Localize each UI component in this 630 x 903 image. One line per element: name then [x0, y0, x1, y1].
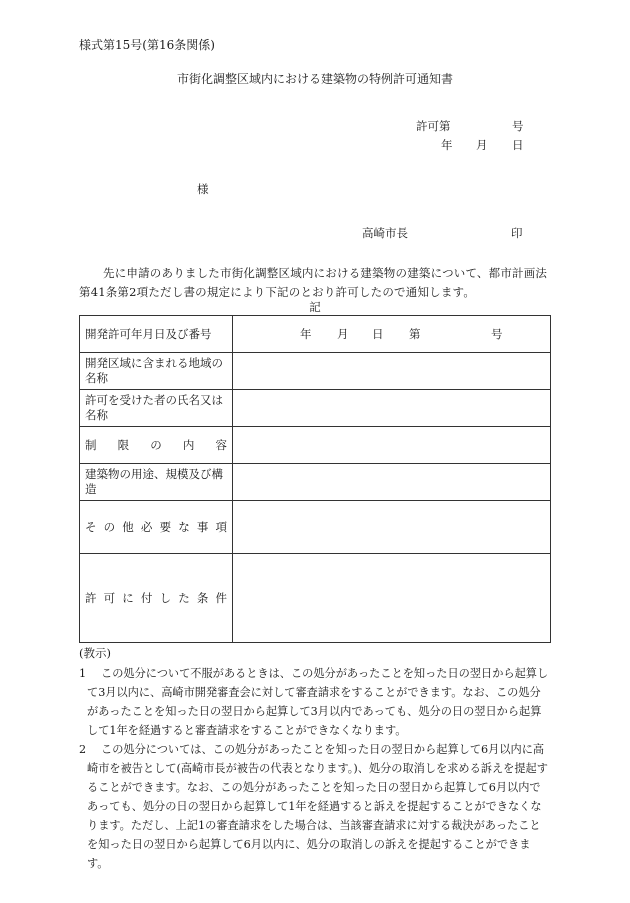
label-char: 他	[122, 519, 134, 534]
label-char: の	[150, 437, 162, 452]
row-value	[233, 390, 551, 427]
value-dai: 第	[409, 326, 421, 341]
label-char: 条	[196, 590, 209, 605]
label-char: 項	[215, 519, 227, 534]
ki-heading: 記	[309, 300, 321, 314]
row-label-spread	[80, 554, 233, 643]
body-paragraph: 先に申請のありました市街化調整区域内における建築物の建築について、都市計画法第41条第2項ただし書の規定により下記のとおり許可したので通知します。	[79, 266, 548, 299]
note-text: この処分については、この処分があったことを知った日の翌日から起算して6月以内に高崎市を被告として(高崎市長が被告の代表となります。)、処分の取消しを求める訴えを提起することができます。なお、この処分があったことを知った日の翌日から起算して6月以内であっても、処分の日の翌日から起算して1年を経過すると訴えを提起することができなくなります。ただし、上記1の審査請求をした場合は、当該審査請求に対する裁決があったことを知った日の翌日から起算して6月以内に、処分の取消しの訴えを提起することができます。	[87, 743, 548, 870]
document-title: 市街化調整区域内における建築物の特例許可通知書	[176, 72, 453, 86]
row-value	[233, 427, 551, 464]
label-char: し	[159, 590, 172, 605]
note-text: この処分について不服があるときは、この処分があったことを知った日の翌日から起算して3月以内に、高崎市開発審査会に対して審査請求をすることができます。なお、この処分があったことを知った日の翌日から起算して3月以内であっても、処分の日の翌日から起算して1年を経過すると審査請求をすることができなくなります。	[87, 667, 549, 737]
row-value	[233, 554, 551, 643]
label-char: 容	[215, 437, 227, 452]
notes-heading: (教示)	[79, 646, 111, 660]
label-char: に	[122, 590, 134, 605]
label-char: 必	[140, 519, 153, 534]
row-label-spread	[80, 501, 233, 554]
permit-number-suffix: 号	[512, 119, 524, 133]
value-year: 年	[300, 326, 312, 341]
seal-mark: 印	[511, 226, 523, 240]
label-char: の	[103, 519, 116, 534]
permit-number-prefix: 許可第	[416, 119, 451, 133]
row-value	[233, 353, 551, 390]
issuer-name: 高崎市長	[362, 226, 408, 240]
date-day-label: 日	[512, 138, 524, 152]
label-char: そ	[85, 519, 97, 534]
label-char: た	[178, 590, 190, 605]
label-char: 許	[85, 590, 97, 605]
spread-label	[85, 438, 227, 453]
label-char: な	[178, 519, 190, 534]
row-value	[233, 464, 551, 501]
note-item	[79, 740, 551, 873]
label-char: 可	[103, 590, 116, 605]
row-label: 開発許可年月日及び番号	[80, 316, 233, 353]
value-go: 号	[491, 326, 503, 341]
date-month-label: 月	[476, 138, 488, 152]
label-char: 制	[85, 437, 97, 452]
label-char: 事	[196, 519, 209, 534]
label-char: 限	[117, 437, 130, 452]
table-row	[80, 390, 551, 427]
table-row	[80, 316, 551, 353]
row-label-spread	[80, 427, 233, 464]
spread-label	[85, 591, 227, 606]
label-char: 内	[182, 437, 195, 452]
note-number: 2	[79, 743, 87, 756]
form-number: 様式第15号(第16条関係)	[79, 38, 215, 52]
label-char: 要	[159, 519, 172, 534]
table-row	[80, 464, 551, 501]
note-number: 1	[79, 667, 87, 680]
addressee-honorific: 様	[197, 182, 209, 196]
value-day: 日	[372, 326, 384, 341]
value-month: 月	[337, 326, 349, 341]
permit-details-table	[79, 315, 551, 643]
row-label: 許可を受けた者の氏名又は名称	[80, 390, 233, 427]
label-char: 付	[140, 590, 153, 605]
permit-date-number-cell	[233, 316, 551, 353]
date-year-label: 年	[441, 138, 453, 152]
table-row	[80, 501, 551, 554]
row-label: 開発区域に含まれる地域の名称	[80, 353, 233, 390]
row-label: 建築物の用途、規模及び構造	[80, 464, 233, 501]
table-row	[80, 353, 551, 390]
table-row	[80, 554, 551, 643]
label-char: 件	[215, 590, 227, 605]
row-value	[233, 501, 551, 554]
spread-label	[85, 520, 227, 535]
table-row	[80, 427, 551, 464]
note-item	[79, 664, 551, 740]
